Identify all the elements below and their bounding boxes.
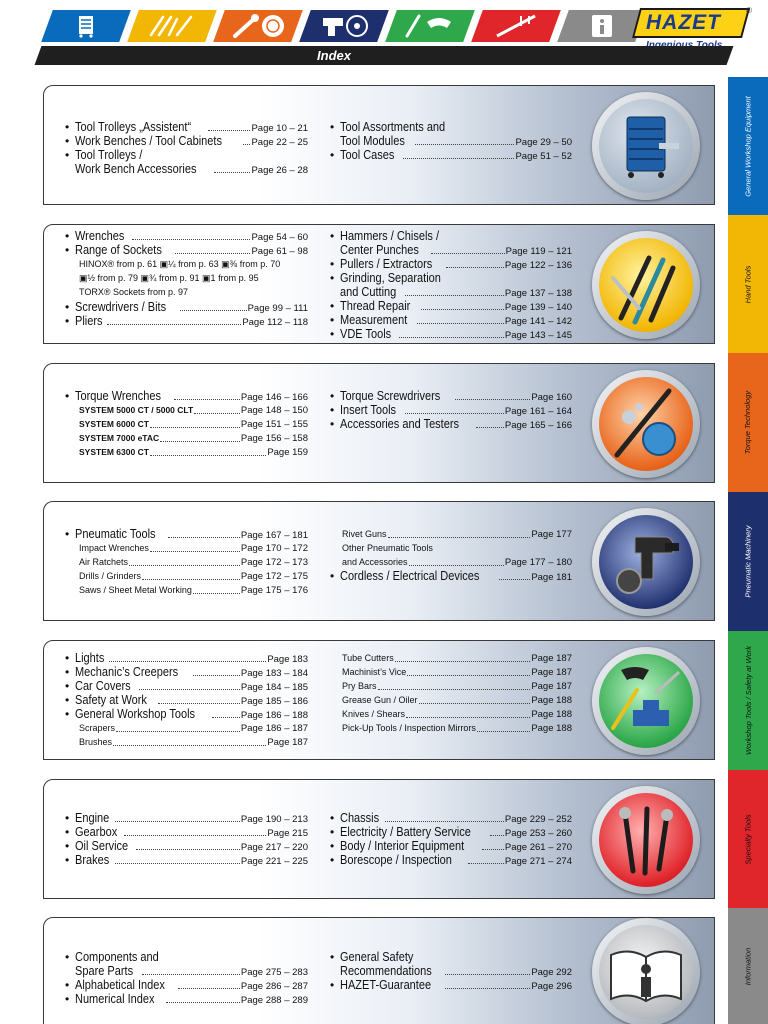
side-tab-information[interactable]: Information (728, 908, 768, 1024)
section-pneumatic (43, 501, 715, 621)
section-hand-tools (43, 224, 715, 344)
side-tab-workshop-safety[interactable]: Workshop Tools / Safety at Work (728, 631, 768, 770)
list-item[interactable]: • Lights Page 183 (65, 651, 308, 665)
workshop-tools-image (599, 654, 693, 748)
socket-range-note: TORX® Sockets from p. 97 (79, 287, 189, 297)
list-item[interactable]: • Work Benches / Tool Cabinets Page 22 – 25 (65, 134, 308, 148)
list-item[interactable]: Machinist’s Vice Page 187 (342, 667, 572, 678)
socket-range-note: ▣½ from p. 79 ▣¾ from p. 91 ▣1 from p. 95 (79, 273, 259, 283)
list-item[interactable]: • Thread Repair Page 139 – 140 (330, 299, 572, 313)
list-item[interactable]: • Torque Wrenches Page 146 – 166 (65, 389, 308, 403)
list-item[interactable]: SYSTEM 6000 CT Page 151 – 155 (79, 419, 308, 430)
list-item[interactable]: Grease Gun / Oiler Page 188 (342, 695, 572, 706)
category-tab-workshop-safety[interactable] (385, 10, 475, 42)
hand-tools-icon (147, 13, 197, 39)
list-item[interactable]: • Brakes Page 221 – 225 (65, 853, 308, 867)
category-icon-bar (47, 10, 639, 42)
side-tab-hand-tools[interactable]: Hand Tools (728, 215, 768, 353)
section-specialty (43, 779, 715, 899)
section-general-workshop (43, 85, 715, 205)
list-item[interactable]: Recommendations Page 292 (340, 964, 572, 978)
section-information (43, 917, 715, 1024)
torque-icon (231, 12, 285, 40)
section-image-trolley (592, 92, 700, 200)
list-item[interactable]: Drills / Grinders Page 172 – 175 (79, 571, 308, 582)
list-item[interactable]: • Accessories and Testers Page 165 – 166 (330, 417, 572, 431)
list-item[interactable]: • Car Covers Page 184 – 185 (65, 679, 308, 693)
information-icon (590, 13, 614, 39)
pneumatic-tools-image (599, 515, 693, 609)
list-item[interactable]: • Safety at Work Page 185 – 186 (65, 693, 308, 707)
side-tab-pneumatic[interactable]: Pneumatic Machinery (728, 492, 768, 631)
list-item[interactable]: • Pneumatic Tools Page 167 – 181 (65, 527, 308, 541)
list-item[interactable]: • Gearbox Page 215 (65, 825, 308, 839)
list-item[interactable]: • Hammers / Chisels / (330, 229, 440, 243)
section-torque (43, 363, 715, 483)
category-tab-pneumatic[interactable] (299, 10, 389, 42)
side-tab-general-workshop[interactable]: General Workshop Equipment (728, 77, 768, 215)
section-image-specialty (592, 786, 700, 894)
list-item[interactable]: Center Punches Page 119 – 121 (340, 243, 572, 257)
section-image-torque (592, 370, 700, 478)
list-item[interactable]: • Numerical Index Page 288 – 289 (65, 992, 308, 1006)
socket-range-note: HINOX® from p. 61 ▣¼ from p. 63 ▣⅜ from p. 70 (79, 259, 281, 269)
list-item[interactable]: and Accessories Page 177 – 180 (342, 557, 572, 568)
list-item[interactable]: Knives / Shears Page 188 (342, 709, 572, 720)
list-item[interactable]: Tube Cutters Page 187 (342, 653, 572, 664)
list-item[interactable]: • Electricity / Battery Service Page 253 – 260 (330, 825, 572, 839)
list-item[interactable]: • Oil Service Page 217 – 220 (65, 839, 308, 853)
list-item[interactable]: • General Workshop Tools Page 186 – 188 (65, 707, 308, 721)
list-item[interactable]: • Range of Sockets Page 61 – 98 (65, 243, 308, 257)
logo-brand: HAZET (646, 11, 721, 34)
list-item[interactable]: • Components and (65, 950, 159, 964)
list-item[interactable]: • Tool Trolleys / (65, 148, 143, 162)
hand-tools-image (599, 238, 693, 332)
side-tab-torque[interactable]: Torque Technology (728, 353, 768, 492)
list-item[interactable]: Brushes Page 187 (79, 737, 308, 748)
list-item[interactable]: • Tool Trolleys „Assistent“ Page 10 – 21 (65, 120, 308, 134)
page-title: Index (317, 48, 351, 63)
list-item[interactable]: Spare Parts Page 275 – 283 (75, 964, 308, 978)
list-item[interactable]: Air Ratchets Page 172 – 173 (79, 557, 308, 568)
specialty-icon (491, 12, 541, 40)
list-item[interactable]: SYSTEM 7000 eTAC Page 156 – 158 (79, 433, 308, 444)
category-tab-general-workshop[interactable] (41, 10, 131, 42)
trolley-icon (73, 14, 99, 38)
list-item[interactable]: Scrapers Page 186 – 187 (79, 723, 308, 734)
list-item[interactable]: Rivet Guns Page 177 (342, 529, 572, 540)
hazet-logo: HAZET ® (636, 8, 754, 52)
list-item[interactable]: • Torque Screwdrivers Page 160 (330, 389, 572, 403)
list-item[interactable]: • Insert Tools Page 161 – 164 (330, 403, 572, 417)
list-item[interactable]: Saws / Sheet Metal Working Page 175 – 176 (79, 585, 308, 596)
section-image-information (592, 918, 700, 1024)
list-item[interactable]: Other Pneumatic Tools (342, 543, 433, 553)
torque-tools-image (599, 377, 693, 471)
section-image-workshop (592, 647, 700, 755)
list-item[interactable]: Impact Wrenches Page 170 – 172 (79, 543, 308, 554)
list-item[interactable]: • Cordless / Electrical Devices Page 181 (330, 569, 572, 583)
list-item[interactable]: Pick-Up Tools / Inspection Mirrors Page 188 (342, 723, 572, 734)
list-item[interactable]: and Cutting Page 137 – 138 (340, 285, 572, 299)
section-workshop-safety (43, 640, 715, 760)
specialty-tools-image (599, 793, 693, 887)
category-tab-torque[interactable] (213, 10, 303, 42)
pneumatic-icon (317, 12, 371, 40)
list-item[interactable]: • General Safety (330, 950, 414, 964)
list-item[interactable]: • Pullers / Extractors Page 122 – 136 (330, 257, 572, 271)
list-item[interactable]: • Wrenches Page 54 – 60 (65, 229, 308, 243)
list-item[interactable]: SYSTEM 5000 CT / 5000 CLT Page 148 – 150 (79, 405, 308, 416)
list-item[interactable]: • HAZET-Guarantee Page 296 (330, 978, 572, 992)
information-book-image (599, 925, 693, 1019)
list-item[interactable]: • VDE Tools Page 143 – 145 (330, 327, 572, 341)
list-item[interactable]: • Mechanic’s Creepers Page 183 – 184 (65, 665, 308, 679)
list-item[interactable]: • Tool Assortments and (330, 120, 446, 134)
list-item[interactable]: Pry Bars Page 187 (342, 681, 572, 692)
workshop-icon (403, 12, 457, 40)
list-item[interactable]: • Body / Interior Equipment Page 261 – 270 (330, 839, 572, 853)
list-item[interactable]: • Alphabetical Index Page 286 – 287 (65, 978, 308, 992)
section-image-pneumatic (592, 508, 700, 616)
list-item[interactable]: Work Bench Accessories Page 26 – 28 (75, 162, 308, 176)
list-item[interactable]: • Measurement Page 141 – 142 (330, 313, 572, 327)
list-item[interactable]: • Grinding, Separation (330, 271, 441, 285)
list-item[interactable]: Tool Modules Page 29 – 50 (340, 134, 572, 148)
list-item[interactable]: • Pliers Page 112 – 118 (65, 314, 308, 328)
list-item[interactable]: • Tool Cases Page 51 – 52 (330, 148, 572, 162)
list-item[interactable]: • Borescope / Inspection Page 271 – 274 (330, 853, 572, 867)
category-tab-specialty[interactable] (471, 10, 561, 42)
list-item[interactable]: SYSTEM 6300 CT Page 159 (79, 447, 308, 458)
tool-trolley-image (599, 99, 693, 193)
category-tab-hand-tools[interactable] (127, 10, 217, 42)
list-item[interactable]: • Screwdrivers / Bits Page 99 – 111 (65, 300, 308, 314)
list-item[interactable]: • Chassis Page 229 – 252 (330, 811, 572, 825)
list-item[interactable]: • Engine Page 190 – 213 (65, 811, 308, 825)
side-tab-specialty[interactable]: Specialty Tools (728, 770, 768, 908)
section-image-hand-tools (592, 231, 700, 339)
